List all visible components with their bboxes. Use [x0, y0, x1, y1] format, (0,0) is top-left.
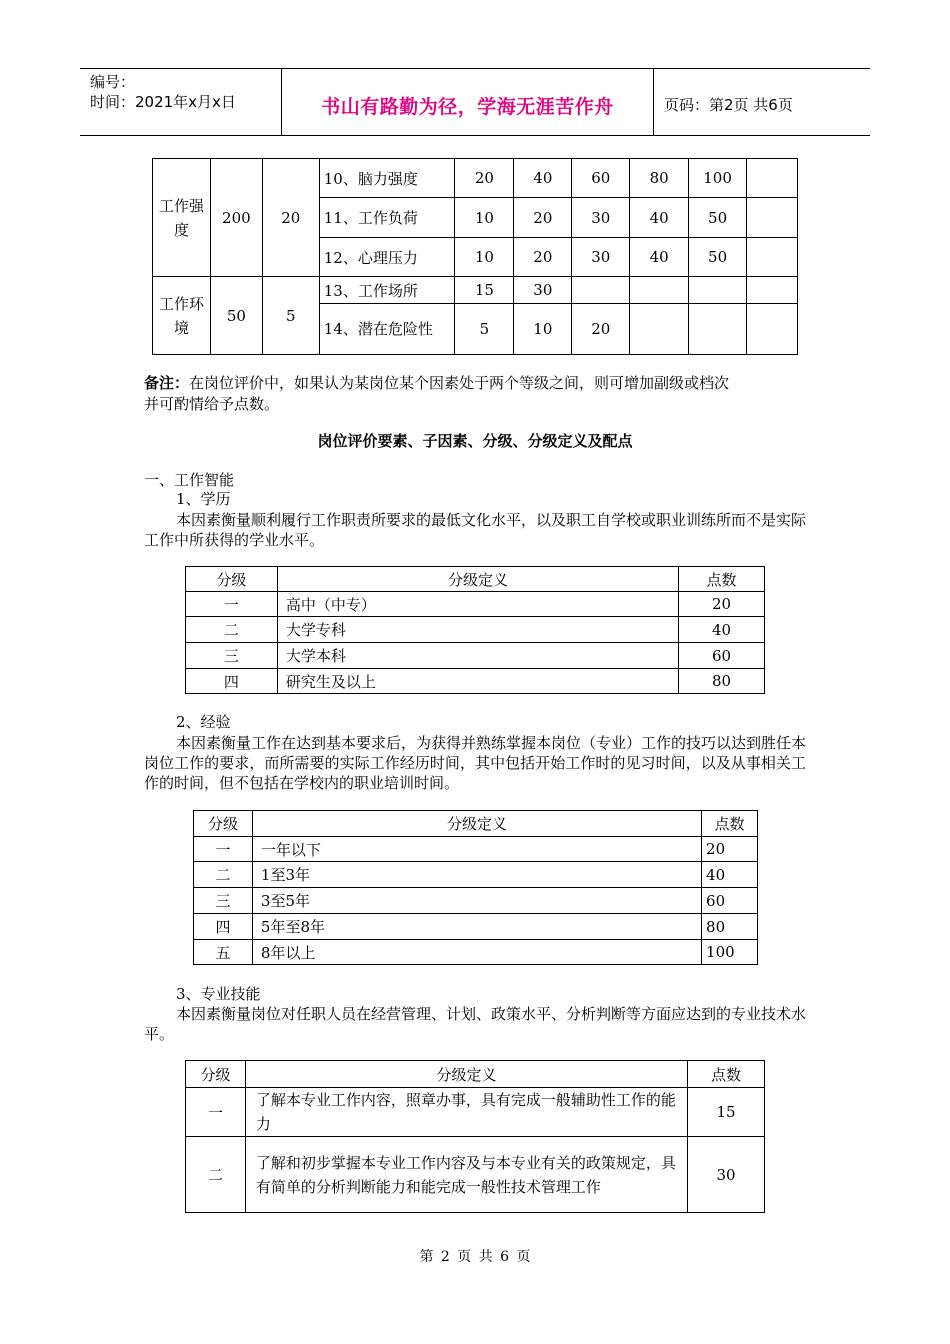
level-value	[747, 198, 798, 238]
definition-cell: 8年以上	[252, 940, 701, 965]
level-value: 100	[689, 159, 747, 198]
page-info: 页码：第2页 共6页	[664, 96, 793, 114]
level-cell: 四	[194, 914, 253, 940]
level-value: 40	[514, 159, 572, 198]
column-header: 分级	[186, 1061, 246, 1088]
definition-cell: 高中（中专）	[277, 592, 678, 617]
level-value	[572, 277, 630, 304]
level-value	[689, 277, 747, 304]
definition-cell: 大学本科	[277, 643, 678, 669]
points-cell: 30	[688, 1137, 765, 1213]
level-value	[747, 277, 798, 304]
level-cell: 二	[186, 1137, 246, 1213]
level-value: 50	[689, 238, 747, 277]
note-text: 在岗位评价中，如果认为某岗位某个因素处于两个等级之间，则可增加副级或档次	[189, 374, 730, 392]
points-cell: 20	[702, 837, 758, 862]
subsection-description: 本因素衡量岗位对任职人员在经营管理、计划、政策水平、分析判断等方面应达到的专业技术水平。	[144, 1005, 807, 1043]
level-value: 10	[514, 304, 572, 355]
definition-cell: 一年以下	[252, 837, 701, 862]
table-row	[186, 669, 765, 694]
level-value	[630, 304, 689, 355]
factor-step: 20	[262, 159, 319, 277]
points-cell: 80	[702, 914, 758, 940]
table-row	[153, 277, 798, 304]
subfactor-name: 14、潜在危险性	[319, 304, 455, 355]
table-row	[194, 862, 758, 888]
level-cell: 四	[186, 669, 278, 694]
points-cell: 60	[679, 643, 765, 669]
table-row	[194, 888, 758, 914]
subfactor-name: 13、工作场所	[319, 277, 455, 304]
level-value: 40	[630, 198, 689, 238]
part-heading: 一、工作智能	[144, 471, 235, 489]
points-cell: 20	[679, 592, 765, 617]
level-value: 10	[455, 198, 514, 238]
table-header-row	[194, 811, 758, 837]
experience-table	[193, 810, 758, 965]
level-value	[689, 304, 747, 355]
section-title: 岗位评价要素、子因素、分级、分级定义及配点	[317, 432, 633, 450]
level-cell: 一	[186, 1088, 246, 1137]
table-row	[186, 1137, 765, 1213]
factor-cell: 工作环境	[153, 277, 211, 355]
level-value: 10	[455, 238, 514, 277]
subsection-description: 本因素衡量工作在达到基本要求后，为获得并熟练掌握本岗位（专业）工作的技巧以达到胜任本岗位工作的要求，而所需要的实际工作经历时间，其中包括开始工作时的见习时间，以及从事相关工作的时间，但不包括在学校内的职业培训时间。	[144, 734, 807, 792]
header-bottom-rule	[80, 135, 870, 136]
level-cell: 二	[194, 862, 253, 888]
level-value: 20	[514, 238, 572, 277]
level-value	[747, 304, 798, 355]
points-cell: 60	[702, 888, 758, 914]
definition-cell: 研究生及以上	[277, 669, 678, 694]
skills-table	[185, 1060, 765, 1213]
factor-total: 200	[210, 159, 262, 277]
column-header: 点数	[679, 567, 765, 592]
level-value: 30	[572, 238, 630, 277]
level-value: 50	[689, 198, 747, 238]
note-label: 备注：	[144, 374, 190, 392]
column-header: 分级	[194, 811, 253, 837]
level-value: 20	[572, 304, 630, 355]
column-header: 点数	[688, 1061, 765, 1088]
definition-cell: 了解本专业工作内容，照章办事，具有完成一般辅助性工作的能力	[245, 1088, 687, 1137]
header-top-rule	[80, 68, 870, 69]
level-value: 80	[630, 159, 689, 198]
subfactor-name: 12、心理压力	[319, 238, 455, 277]
level-value: 40	[630, 238, 689, 277]
definition-cell: 了解和初步掌握本专业工作内容及与本专业有关的政策规定，具有简单的分析判断能力和能完成一般性技术管理工作	[245, 1137, 687, 1213]
definition-cell: 1至3年	[252, 862, 701, 888]
factor-total: 50	[210, 277, 262, 355]
level-cell: 三	[194, 888, 253, 914]
education-table	[185, 566, 765, 694]
definition-cell: 大学专科	[277, 617, 678, 643]
subsection-description: 本因素衡量顺利履行工作职责所要求的最低文化水平，以及职工自学校或职业训练所而不是实际工作中所获得的学业水平。	[144, 511, 807, 549]
time-label: 时间：2021年x月x日	[90, 93, 236, 111]
level-value: 30	[572, 198, 630, 238]
table-row	[153, 159, 798, 198]
level-value: 30	[514, 277, 572, 304]
table-header-row	[186, 1061, 765, 1088]
definition-cell: 3至5年	[252, 888, 701, 914]
table-row	[194, 940, 758, 965]
level-value	[747, 159, 798, 198]
subsection-title: 2、经验	[176, 713, 231, 731]
column-header: 分级定义	[277, 567, 678, 592]
table-row	[186, 1088, 765, 1137]
level-value: 15	[455, 277, 514, 304]
table-row	[194, 837, 758, 862]
level-value: 20	[455, 159, 514, 198]
level-value: 60	[572, 159, 630, 198]
level-value: 20	[514, 198, 572, 238]
subfactor-name: 10、脑力强度	[319, 159, 455, 198]
table-row	[186, 643, 765, 669]
factor-points-table	[152, 158, 798, 355]
factor-step: 5	[262, 277, 319, 355]
points-cell: 100	[702, 940, 758, 965]
points-cell: 40	[702, 862, 758, 888]
level-value	[747, 238, 798, 277]
page-footer: 第 2 页 共 6 页	[419, 1249, 531, 1265]
serial-label: 编号：	[90, 73, 136, 91]
table-row	[186, 592, 765, 617]
points-cell: 80	[679, 669, 765, 694]
level-cell: 二	[186, 617, 278, 643]
level-cell: 五	[194, 940, 253, 965]
table-header-row	[186, 567, 765, 592]
factor-cell: 工作强度	[153, 159, 211, 277]
subsection-title: 1、学历	[176, 490, 231, 508]
column-header: 点数	[702, 811, 758, 837]
subfactor-name: 11、工作负荷	[319, 198, 455, 238]
level-value: 5	[455, 304, 514, 355]
column-header: 分级定义	[252, 811, 701, 837]
note-line	[144, 372, 729, 394]
column-header: 分级定义	[245, 1061, 687, 1088]
definition-cell: 5年至8年	[252, 914, 701, 940]
level-cell: 三	[186, 643, 278, 669]
points-cell: 40	[679, 617, 765, 643]
table-row	[186, 617, 765, 643]
level-value	[630, 277, 689, 304]
points-cell: 15	[688, 1088, 765, 1137]
header-divider	[653, 68, 654, 135]
level-cell: 一	[186, 592, 278, 617]
level-cell: 一	[194, 837, 253, 862]
table-row	[194, 914, 758, 940]
header-motto: 书山有路勤为径，学海无涯苦作舟	[321, 96, 614, 118]
header-meta	[90, 72, 236, 112]
note-line-2: 并可酌情给予点数。	[144, 395, 280, 413]
subsection-title: 3、专业技能	[176, 985, 261, 1003]
column-header: 分级	[186, 567, 278, 592]
